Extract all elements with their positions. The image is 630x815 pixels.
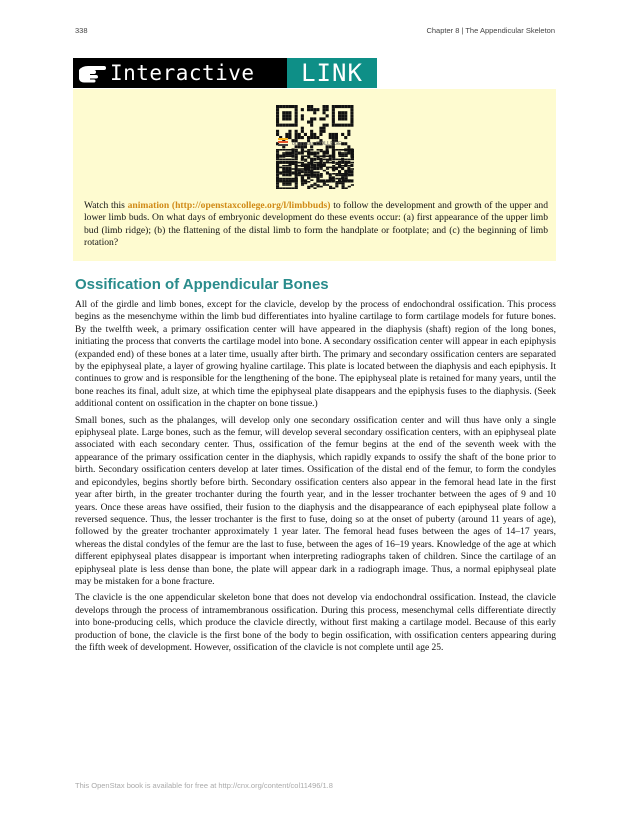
pointing-hand-icon [74,58,110,88]
paragraph-3: The clavicle is the one appendicular skeleton bone that does not develop via endochondral ossification. Instead, the clavicle develops through the process of intramembranous ossification. During this process, mesenchymal cells differentiate directly into bone-producing cells, which produce the clavicle directly, without first making a cartilage model. Because of this early production of bone, the clavicle is the first bone of the body to begin ossification, with ossification centers appearing during the fifth week of development. However, ossification of the clavicle is not complete until age 25. [75,593,556,653]
interactive-box-text [84,200,548,250]
chapter-header: Chapter 8 | The Appendicular Skeleton [426,26,555,35]
animation-link[interactable]: animation (http://openstaxcollege.org/l/limbbuds) [127,200,331,211]
qr-caption: openstax COLLEGE [292,141,342,147]
banner-left [73,58,287,88]
section-title: Ossification of Appendicular Bones [75,276,329,293]
interactive-link-banner [73,58,377,88]
banner-interactive-text: Interactive [110,61,255,85]
ibox-text-after: to follow the development and growth of the upper and lower limb buds. On what days of embryonic development do these events occur: (a) first appearance of the upper limb bud (limb ridge); (b) the flattening of the distal limb to form the handplate or footplate; and (c) the beginning of limb rotation? [84,200,548,249]
paragraph-2: Small bones, such as the phalanges, will develop only one secondary ossification center and will thus have only a single epiphyseal plate. Large bones, such as the femur, will develop several secondary ossification centers, with an epiphyseal plate associated with each secondary center. Thus, ossification of the femur begins at the end of the seventh week with the appearance of the primary ossification center in the diaphysis, which rapidly expands to ossify the shaft of the bone prior to birth. Secondary ossification centers develop at later times. Ossification of the distal end of the femur, to form the condyles and epicondyles, begins shortly before birth. Secondary ossification centers also appear in the femoral head late in the first year after birth, in the greater trochanter during the fourth year, and in the lesser trochanter between the ages of 9 and 10 years. Once these areas have ossified, their fusion to the diaphysis and the disappearance of each epiphyseal plate follow a reversed sequence. Thus, the lesser trochanter is the first to fuse, doing so at the onset of puberty (around 11 years of age), followed by the greater trochanter approximately 1 year later. The femoral head fuses between the ages of 14–17 years, whereas the distal condyles of the femur are the last to fuse, between the ages of 16–19 years. Knowledge of the age at which different epiphyseal plates disappear is important when interpreting radiographs taken of children. Since the cartilage of an epiphyseal plate is less dense than bone, the plate will appear dark in a radiograph image. Thus, a normal epiphyseal plate may be mistaken for a bone fracture. [75,415,556,587]
banner-link-text: LINK [287,58,377,88]
footer-text: This OpenStax book is available for free at http://cnx.org/content/col11496/1.8 [75,781,333,790]
section-body [75,299,556,658]
page-number: 338 [75,26,88,35]
ibox-text-before: Watch this [84,200,128,211]
paragraph-1: All of the girdle and limb bones, except for the clavicle, develop by the process of endochondral ossification. This process begins as the mesenchyme within the limb bud differentiates into hyaline cartilage to form cartilage models for future bones. By the twelfth week, a primary ossification center will have appeared in the diaphysis (shaft) region of the long bones, initiating the process that converts the cartilage model into bone. A secondary ossification center will appear in each epiphysis (expanded end) of these bones at a later time, usually after birth. The primary and secondary ossification centers are separated by the epiphyseal plate, a layer of growing hyaline cartilage. This plate is located between the diaphysis and each epiphysis. It continues to grow and is responsible for the lengthening of the bone. The epiphyseal plate is retained for many years, until the bone reaches its final, adult size, at which time the epiphyseal plate disappears and the epiphysis fuses to the diaphysis. (Seek additional content on ossification in the chapter on bone tissue.) [75,300,556,410]
qr-code[interactable] [276,105,354,189]
